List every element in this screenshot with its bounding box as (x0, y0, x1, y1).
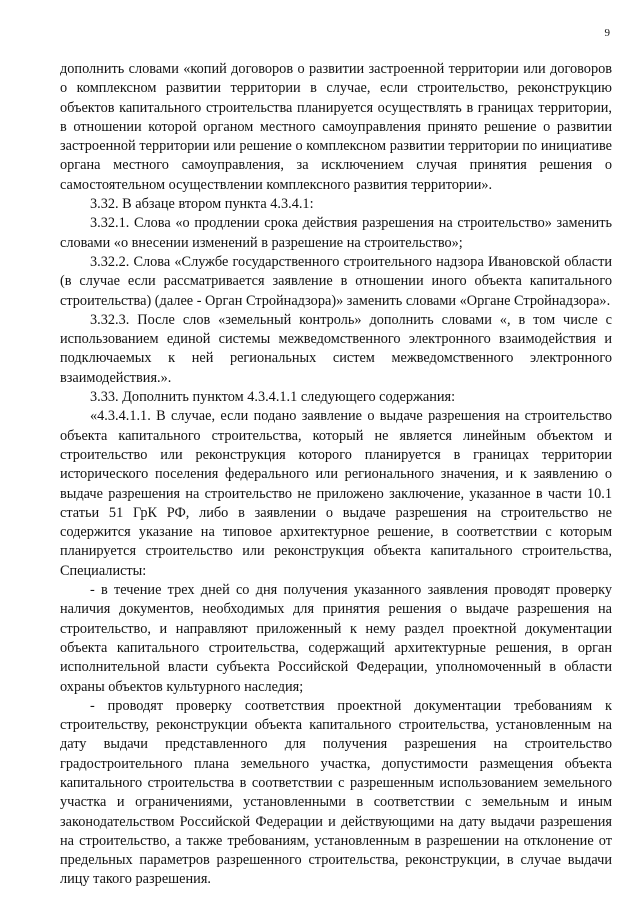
paragraph-3-33: 3.33. Дополнить пунктом 4.3.4.1.1 следующего содержания: (90, 389, 456, 406)
document-body (60, 60, 612, 890)
paragraph-3-32-2: 3.32.2. Слова «Службе государственного строительного надзора Ивановской области (в случае если рассматривается заявление в отношении иного объекта капитального строительства) (далее - Орган Стройнадзора)» заменить словами «Органе Стройнадзора». (60, 253, 612, 309)
paragraph-3-32: 3.32. В абзаце втором пункта 4.3.4.1: (90, 196, 314, 213)
page-number: 9 (604, 27, 610, 39)
paragraph-continuation: дополнить словами «копий договоров о развитии застроенной территории или договоров о комплексном развитии территории в случае, если строительство, реконструкцию объектов капитального строительства планируется осуществлять в границах территории, в отношении которой органом местного самоуправления принято решение о развитии застроенной территории или решение о комплексном развитии территории по инициативе органа местного самоуправления, за исключением случая принятия решения о самостоятельном осуществлении комплексного развития территории». (60, 61, 612, 193)
paragraph-3-32-1: 3.32.1. Слова «о продлении срока действия разрешения на строительство» заменить словами «о внесении изменений в разрешение на строительство»; (60, 215, 612, 251)
list-item-first-check: - в течение трех дней со дня получения указанного заявления проводят проверку наличия документов, необходимых для принятия решения о выдаче разрешения на строительство, и направляют приложенный к нему раздел проектной документации объекта капитального строительства, содержащий архитектурные решения, в орган исполнительной власти субъекта Российской Федерации, уполномоченный в области охраны объектов культурного наследия; (60, 582, 612, 695)
paragraph-4-3-4-1-1: «4.3.4.1.1. В случае, если подано заявление о выдаче разрешения на строительство объекта капитального строительства, который не является линейным объектом и строительство или реконструкция которого планируется в границах территории исторического поселения федерального или регионального значения, и к заявлению о выдаче разрешения на строительство не приложено заключение, указанное в части 10.1 статьи 51 ГрК РФ, либо в заявлении о выдаче разрешения на строительство не содержится указание на типовое архитектурное решение, в соответствии с которым планируется строительство или реконструкция объекта капитального строительства, Специалисты: (60, 408, 612, 579)
paragraph-3-32-3: 3.32.3. После слов «земельный контроль» дополнить словами «, в том числе с использованием единой системы межведомственного электронного взаимодействия и подключаемых к ней региональных систем межведомственного электронного взаимодействия.». (60, 311, 612, 386)
list-item-second-check: - проводят проверку соответствия проектной документации требованиям к строительству, реконструкции объекта капитального строительства, установленным на дату выдачи представленного для получения разрешения на строительство градостроительного плана земельного участка, допустимости размещения объекта капитального строительства в соответствии с разрешенным использованием земельного участка и ограничениями, установленными в соответствии с земельным и иным законодательством Российской Федерации и действующими на дату выдачи разрешения на строительство, а также требованиям, установленным в разрешении на отклонение от предельных параметров разрешенного строительства, реконструкции, в случае выдачи лицу такого разрешения. (60, 697, 612, 888)
